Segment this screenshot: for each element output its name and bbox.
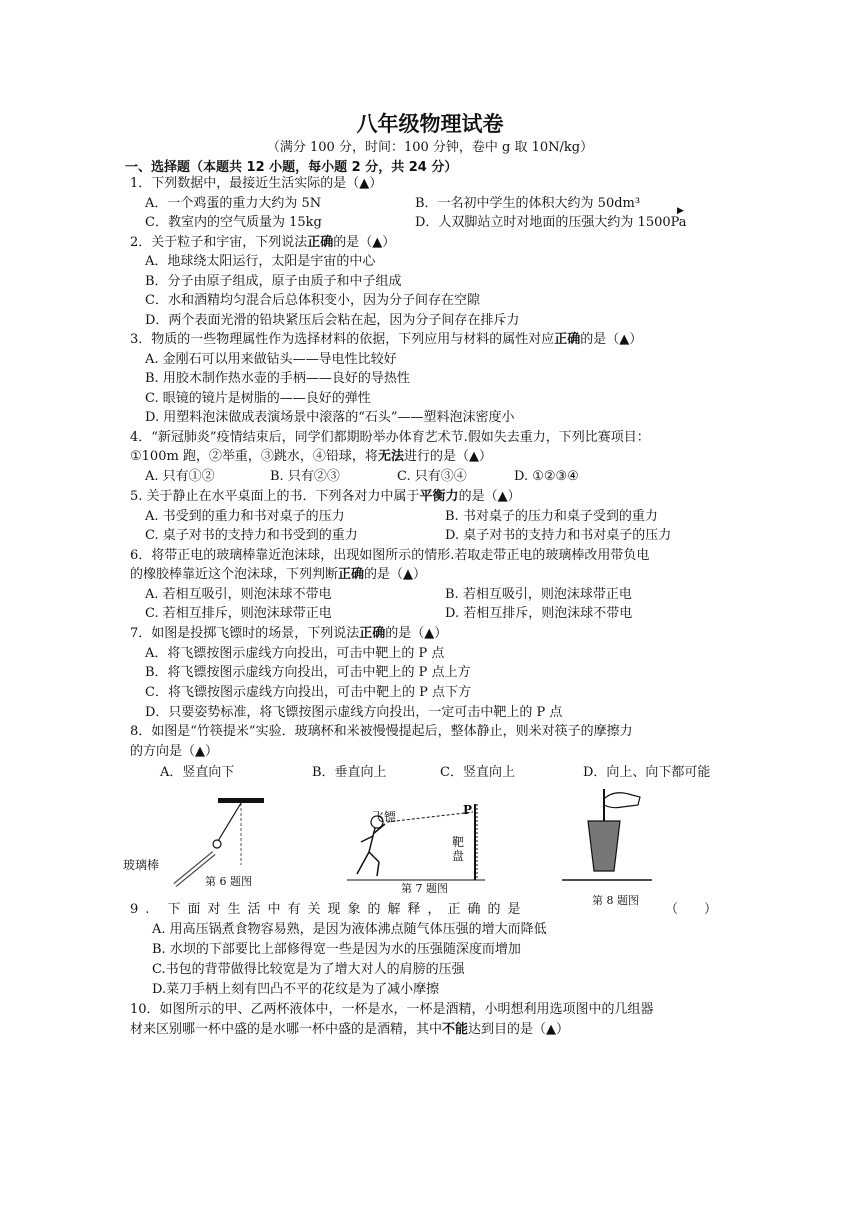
q9-option-c: C.书包的背带做得比较宽是为了增大对人的肩膀的压强	[152, 962, 465, 977]
q5-option-c: C. 桌子对书的支持力和书受到的重力	[145, 528, 358, 543]
fig6-caption: 第 6 题图	[205, 875, 252, 888]
glass-of-rice	[588, 821, 620, 871]
stray-arrow-mark: ▶	[677, 206, 684, 216]
question-4-line-2: ①100m 跑，②举重，③跳水，④铅球，将无法进行的是（▲）	[130, 449, 492, 464]
q9-option-b: B. 水坝的下部要比上部修得宽一些是因为水的压强随深度而增加	[152, 942, 521, 957]
q2-option-b: B．分子由原子组成，原子由质子和中子组成	[145, 274, 402, 289]
fig7-dart-label: 飞镖	[372, 810, 397, 824]
q3-option-c: C. 眼镜的镜片是树脂的——良好的弹性	[145, 391, 371, 406]
section-heading: 一、选择题（本题共 12 小题，每小题 2 分，共 24 分）	[125, 160, 458, 175]
hand	[604, 793, 640, 808]
fig8-caption: 第 8 题图	[592, 894, 639, 907]
foam-ball	[213, 840, 221, 848]
q6-option-d: D. 若相互排斥，则泡沫球不带电	[445, 606, 633, 621]
page-title: 八年级物理试卷	[356, 112, 504, 136]
q7-option-c: C．将飞镖按图示虚线方向投出，可击中靶上的 P 点下方	[145, 685, 471, 700]
question-2-stem: 2．关于粒子和宇宙，下列说法正确的是（▲）	[130, 235, 396, 250]
question-7-stem: 7．如图是投掷飞镖时的场景，下列说法正确的是（▲）	[130, 626, 448, 641]
q9-option-a: A. 用高压锅煮食物容易熟，是因为液体沸点随气体压强的增大而降低	[152, 922, 547, 937]
q1-option-c: C．教室内的空气质量为 15kg	[145, 215, 322, 230]
q7-option-b: B．将飞镖按图示虚线方向投出，可击中靶上的 P 点上方	[145, 665, 471, 680]
q3-option-a: A. 金刚石可以用来做钻头——导电性比较好	[145, 352, 397, 367]
q4-option-c: C. 只有③④	[397, 469, 467, 484]
q6-option-b: B. 若相互吸引，则泡沫球带正电	[445, 587, 632, 602]
q3-option-b: B. 用胶木制作热水壶的手柄——良好的导热性	[145, 371, 410, 386]
exam-subtitle: （满分 100 分，时间：100 分钟，卷中 g 取 10N/kg）	[266, 140, 594, 155]
question-8-line-1: 8．如图是“竹筷提米”实验．玻璃杯和米被慢慢提起后，整体静止，则米对筷子的摩擦力	[130, 724, 633, 739]
fig7-caption: 第 7 题图	[401, 882, 448, 895]
ceiling-bar	[218, 798, 264, 803]
q6-option-c: C. 若相互排斥，则泡沫球带正电	[145, 606, 332, 621]
question-10-line-2: 材来区别哪一杯中盛的是水哪一杯中盛的是酒精，其中不能达到目的是（▲）	[130, 1022, 570, 1037]
question-9-stem: 9. 下面对生活中有关现象的解释，正确的是	[130, 902, 528, 917]
q2-option-c: C．水和酒精均匀混合后总体积变小，因为分子间存在空隙	[145, 293, 480, 308]
q8-option-b: B．垂直向上	[312, 765, 387, 780]
q5-option-b: B. 书对桌子的压力和桌子受到的重力	[445, 509, 658, 524]
q2-option-d: D．两个表面光滑的铅块紧压后会粘在起，因为分子间存在排斥力	[145, 313, 520, 328]
question-4-line-1: 4．“新冠肺炎”疫情结束后，同学们都期盼举办体育艺术节.假如失去重力，下列比赛项目：	[130, 430, 650, 445]
q7-option-a: A．将飞镖按图示虚线方向投出，可击中靶上的 P 点	[145, 646, 445, 661]
figure-8-chopstick-rice	[560, 783, 655, 885]
q4-option-b: B. 只有②③	[270, 469, 340, 484]
q8-option-a: A．竖直向下	[160, 765, 235, 780]
q9-answer-paren: （ ）	[665, 902, 718, 917]
q1-option-a: A．一个鸡蛋的重力大约为 5N	[145, 196, 322, 211]
question-3-stem: 3．物质的一些物理属性作为选择材料的依据，下列应用与材料的属性对应正确的是（▲）	[130, 332, 643, 347]
q4-option-a: A. 只有①②	[145, 469, 215, 484]
question-1-stem: 1．下列数据中，最接近生活实际的是（▲）	[130, 176, 383, 191]
q5-option-d: D. 桌子对书的支持力和书对桌子的压力	[445, 528, 672, 543]
q7-option-d: D．只要姿势标准，将飞镖按图示虚线方向投出，一定可击中靶上的 P 点	[145, 705, 563, 720]
question-8-line-2: 的方向是（▲）	[130, 744, 218, 759]
question-6-line-1: 6．将带正电的玻璃棒靠近泡沫球，出现如图所示的情形.若取走带正电的玻璃棒改用带负电	[130, 548, 650, 563]
dart-trajectory	[387, 812, 473, 822]
fig7-point-p: P	[463, 803, 473, 817]
question-10-line-1: 10．如图所示的甲、乙两杯液体中，一杯是水，一杯是酒精，小明想利用选项图中的几组器	[130, 1002, 654, 1017]
q1-option-d: D．人双脚站立时对地面的压强大约为 1500Pa	[415, 215, 687, 230]
question-6-line-2: 的橡胶棒靠近这个泡沫球，下列判断正确的是（▲）	[130, 567, 427, 582]
q5-option-a: A. 书受到的重力和书对桌子的压力	[145, 509, 345, 524]
fig7-board-label: 靶盘	[452, 835, 465, 863]
q8-option-c: C．竖直向上	[440, 765, 515, 780]
question-5-stem: 5. 关于静止在水平桌面上的书．下列各对力中属于平衡力的是（▲）	[130, 489, 521, 504]
q8-option-d: D．向上、向下都可能	[583, 765, 711, 780]
thrower-body	[369, 828, 375, 852]
q3-option-d: D. 用塑料泡沫做成表演场景中滚落的“石头”——塑料泡沫密度小	[145, 410, 515, 425]
q2-option-a: A．地球绕太阳运行，太阳是宇宙的中心	[145, 254, 376, 269]
q1-option-b: B．一名初中学生的体积大约为 50dm³	[415, 196, 641, 211]
q4-option-d: D. ①②③④	[514, 469, 579, 484]
fig6-rod-label: 玻璃棒	[123, 858, 160, 872]
q9-option-d: D.菜刀手柄上刻有凹凸不平的花纹是为了减小摩擦	[152, 982, 440, 997]
thread	[218, 803, 241, 841]
q6-option-a: A. 若相互吸引，则泡沫球不带电	[145, 587, 332, 602]
